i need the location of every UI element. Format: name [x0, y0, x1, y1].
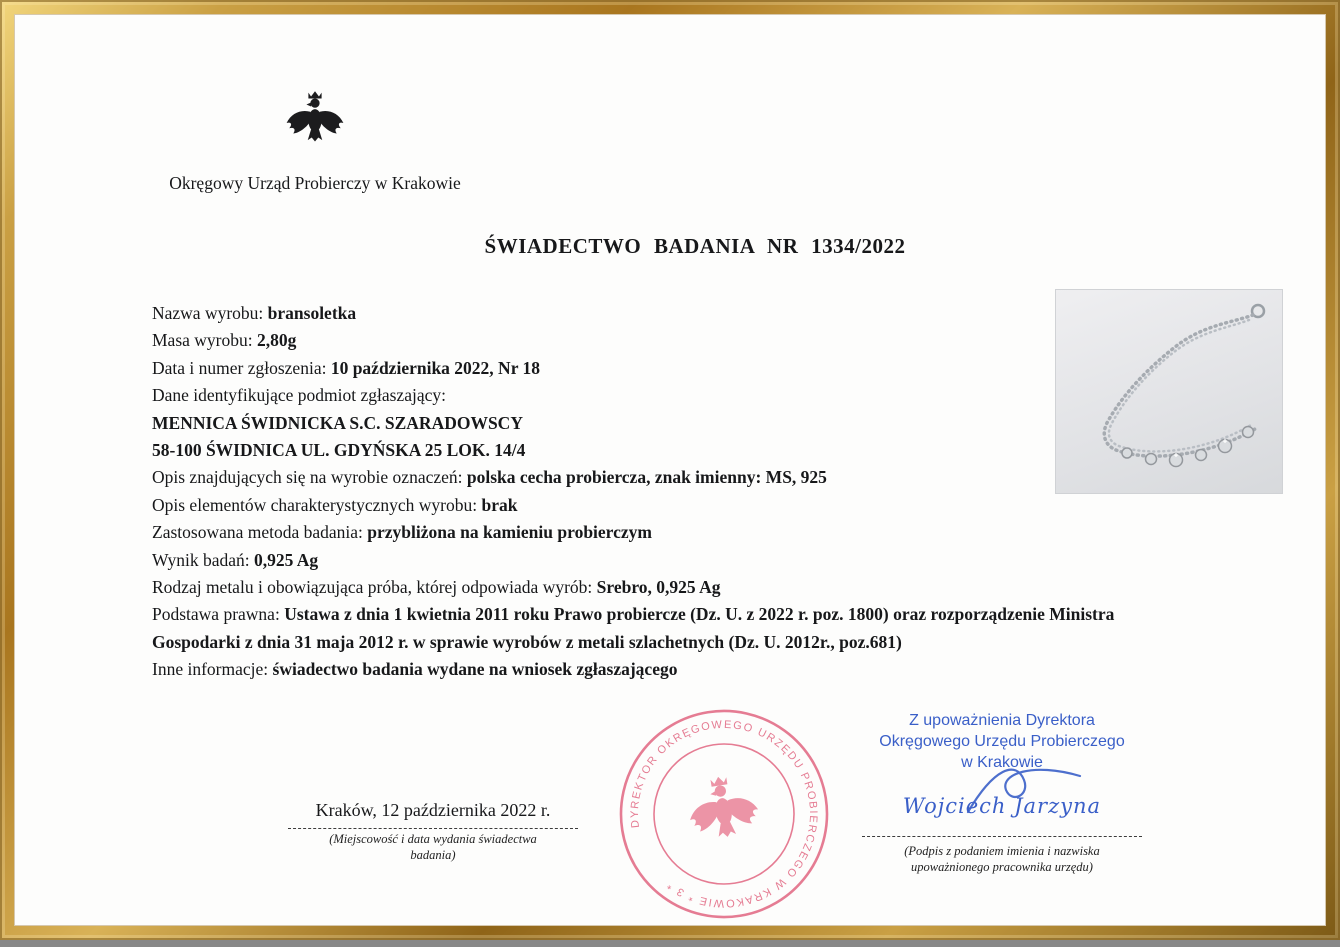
- signature-caption-line2: upoważnionego pracownika urzędu): [911, 860, 1093, 874]
- field-value: 2,80g: [256, 330, 297, 351]
- field-label: Dane identyfikujące podmiot zgłaszający:: [152, 385, 446, 406]
- place-date-caption-line1: (Miejscowość i data wydania świadectwa: [329, 832, 537, 846]
- field-label: Inne informacje:: [152, 659, 273, 680]
- field-row: [152, 355, 1174, 382]
- place-date-caption: [288, 831, 578, 863]
- field-row: [152, 492, 1174, 519]
- field-value: 10 października 2022, Nr 18: [330, 357, 541, 378]
- certificate-body: [152, 300, 1174, 684]
- field-label: Wynik badań:: [152, 549, 254, 570]
- place-date: Kraków, 12 października 2022 r.: [288, 800, 578, 829]
- field-row: [152, 656, 1174, 683]
- certificate-page: [14, 14, 1326, 926]
- field-row: [152, 574, 1174, 601]
- field-value: polska cecha probiercza, znak imienny: MS, 925: [466, 467, 827, 488]
- stamp-eagle-icon: [684, 771, 761, 842]
- field-value: bransoletka: [267, 303, 357, 323]
- bracelet-photo: [1055, 289, 1283, 494]
- stamp-text: DYREKTOR OKRĘGOWEGO URZĘDU PROBIERCZEGO W KRAKOWIE * 3 *: [628, 718, 820, 910]
- field-row: [152, 519, 1174, 546]
- field-row: [152, 327, 1174, 354]
- signature: Wojciech Jarzyna: [902, 794, 1102, 818]
- authorization-text: [842, 710, 1162, 773]
- field-label: Zastosowana metoda badania:: [152, 522, 368, 543]
- authorization-line2: Okręgowego Urzędu Probierczego: [879, 733, 1125, 750]
- field-label: Rodzaj metalu i obowiązująca próba, której odpowiada wyrób:: [152, 577, 597, 598]
- field-label: Opis elementów charakterystycznych wyrobu:: [152, 494, 482, 515]
- field-label: Data i numer zgłoszenia:: [152, 357, 331, 378]
- field-row: [152, 410, 1174, 437]
- authorization-line3: w Krakowie: [961, 754, 1043, 771]
- masthead: [152, 86, 478, 194]
- field-value: 0,925 Ag: [253, 549, 319, 570]
- signature-caption-line1: (Podpis z podaniem imienia i nazwiska: [904, 844, 1100, 858]
- polish-eagle-emblem-icon: [282, 86, 348, 152]
- field-label: Nazwa wyrobu:: [152, 303, 268, 323]
- field-row: [152, 547, 1174, 574]
- field-value: Ustawa z dnia 1 kwietnia 2011 roku Prawo probiercze (Dz. U. z 2022 r. poz. 1800) oraz rozporządzenie Ministra Gospodarki z dnia 31 maja 2012 r. w sprawie wyrobów z metali szlachetnych (Dz. U. 2012r., poz.681): [152, 604, 1115, 652]
- field-row: [152, 300, 1174, 327]
- field-value: 58-100 ŚWIDNICA UL. GDYŃSKA 25 LOK. 14/4: [152, 440, 526, 461]
- office-name: Okręgowy Urząd Probierczy w Krakowie: [169, 173, 461, 193]
- authorization-line1: Z upoważnienia Dyrektora: [909, 712, 1095, 729]
- field-row: [152, 437, 1174, 464]
- field-row: [152, 382, 1174, 409]
- field-row: [152, 464, 1174, 491]
- field-value: przybliżona na kamieniu probierczym: [367, 522, 652, 543]
- field-label: Podstawa prawna:: [152, 604, 285, 625]
- field-value: MENNICA ŚWIDNICKA S.C. SZARADOWSCY: [152, 412, 523, 433]
- field-value: brak: [481, 494, 518, 515]
- field-label: Opis znajdujących się na wyrobie oznaczeń:: [152, 467, 467, 488]
- field-value: świadectwo badania wydane na wniosek zgłaszającego: [272, 659, 678, 680]
- place-date-caption-line2: badania): [410, 848, 456, 862]
- field-value: Srebro, 0,925 Ag: [596, 577, 721, 598]
- office-round-stamp: [596, 686, 852, 942]
- field-label: Masa wyrobu:: [152, 330, 257, 351]
- signature-caption: [862, 843, 1142, 875]
- certificate-title: ŚWIADECTWO BADANIA NR 1334/2022: [484, 234, 906, 258]
- field-row: [152, 601, 1174, 656]
